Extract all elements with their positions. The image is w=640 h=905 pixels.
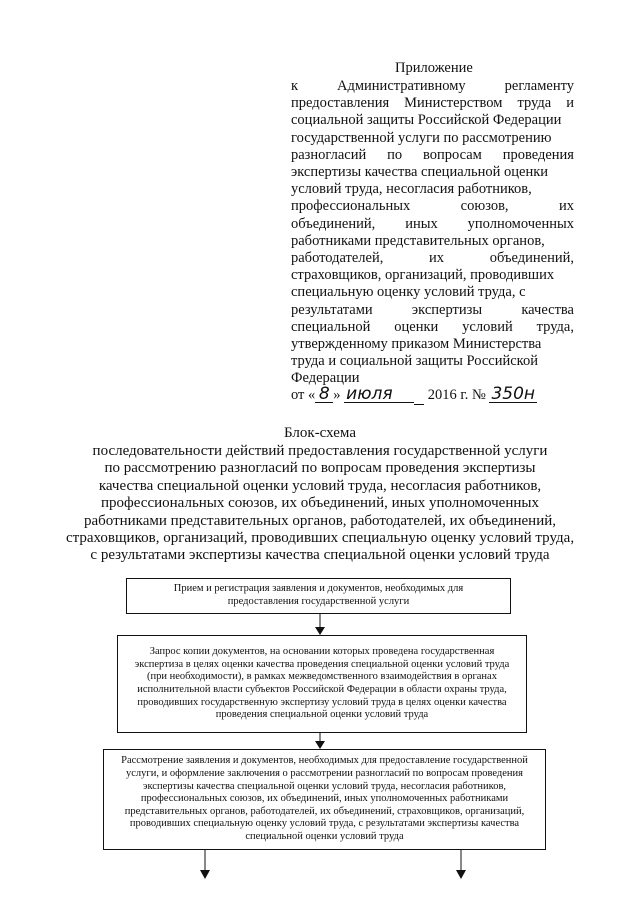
appendix-word: труда и социальной защиты Российской: [291, 353, 538, 370]
appendix-word: и: [566, 95, 574, 112]
appendix-line: [291, 284, 574, 301]
appendix-line: [291, 130, 574, 147]
appendix-word: предоставления: [291, 95, 390, 112]
appendix-word: страховщиков, организаций, проводивших: [291, 267, 555, 284]
flow-box-receipt: [126, 578, 511, 614]
arrow-down-right-icon: [454, 850, 468, 880]
order-number-handwritten: 350н: [491, 384, 535, 404]
appendix-word: Административному: [337, 78, 466, 94]
appendix-word: профессиональных: [291, 198, 411, 215]
appendix-word: труда: [517, 95, 552, 112]
flow-box-line: проводивших специальную оценку условий труда, с результатами экспертизы качества: [129, 818, 520, 830]
appendix-line: [291, 147, 574, 164]
appendix-line: [291, 216, 574, 233]
scheme-subtitle-line: по рассмотрению разногласий по вопросам проведения экспертизы: [104, 460, 536, 477]
appendix-line: [291, 353, 574, 370]
flow-box-line: профессиональных союзов, их объединений, иных уполномоченных работниками: [140, 793, 509, 805]
order-month-handwritten: июля: [344, 386, 414, 403]
order-year: 2016 г. №: [427, 387, 486, 403]
appendix-word: вопросам: [423, 146, 482, 163]
appendix-word: уполномоченных: [467, 215, 574, 232]
appendix-word: к: [291, 78, 299, 94]
flow-box-line: экспертиза в целях оценки качества проведения специальной оценки условий труда: [134, 658, 510, 670]
appendix-word: специальную оценку условий труда, с: [291, 284, 526, 301]
appendix-word: Министерством: [404, 95, 503, 112]
arrow-down-left-icon: [198, 850, 212, 880]
appendix-line: [291, 112, 574, 129]
flow-box-line: предоставления государственной услуги: [227, 596, 410, 607]
appendix-word: экспертизы: [411, 301, 483, 318]
appendix-word: качества: [521, 301, 574, 318]
appendix-word: условий: [462, 318, 513, 335]
appendix-line: [291, 164, 574, 181]
order-line: [291, 385, 537, 405]
scheme-subtitle-line: страховщиков, организаций, проводивших специальную оценку условий труда,: [65, 530, 575, 547]
appendix-word: экспертизы качества специальной оценки: [291, 164, 549, 181]
flow-box-line: Прием и регистрация заявления и документов, необходимых для: [173, 583, 464, 595]
flow-box-line: экспертизы качества специальной оценки условий труда, несогласия работников,: [142, 780, 507, 792]
flow-box-line: специальной оценки условий труда: [245, 830, 404, 842]
appendix-word: регламенту: [504, 78, 574, 94]
appendix-line: [291, 302, 574, 319]
appendix-word: работодателей,: [291, 250, 384, 267]
appendix-word: их: [558, 198, 574, 215]
appendix-word: иных: [405, 215, 438, 232]
flow-box-line: проведения специальной оценки условий труда: [215, 709, 429, 721]
appendix-word: разногласий: [291, 146, 367, 163]
appendix-line: [291, 319, 574, 336]
flow-box-line: (при необходимости), в рамках межведомственного взаимодействия в органах: [147, 671, 497, 683]
scheme-subtitle-line: профессиональных союзов, их объединений, иных уполномоченных: [101, 495, 539, 512]
flow-box-consideration: [103, 749, 546, 850]
appendix-word: по: [387, 146, 403, 163]
flow-box-line: исполнительной власти субъектов Российской Федерации в области охраны труда,: [137, 684, 507, 695]
appendix-word: утвержденному приказом Министерства: [291, 336, 542, 353]
appendix-line: [291, 250, 574, 267]
scheme-title: Блок-схема: [284, 425, 356, 441]
appendix-word: объединений,: [291, 215, 376, 232]
appendix-word: результатами: [291, 301, 373, 318]
flow-box-line: представительных органов, работодателей, их объединений, страховщиков, организаций,: [124, 805, 525, 817]
appendix-word: оценки: [394, 318, 439, 335]
arrow-down-icon: [313, 614, 327, 636]
appendix-word: труда,: [536, 318, 574, 335]
flow-box-line: проводивших государственную экспертизу условий труда в целях оценки качества: [137, 696, 507, 708]
order-prefix: от «: [291, 387, 316, 403]
order-blank-line: [414, 389, 424, 405]
flow-box-line: услуги, и оформление заключения о рассмотрении разногласий по вопросам проведения: [126, 768, 523, 780]
scheme-subtitle-line: качества специальной оценки условий труда, несогласия работников,: [98, 477, 542, 494]
appendix-title: Приложение: [395, 60, 473, 76]
order-day-handwritten: 8: [315, 386, 333, 403]
appendix-word: работниками представительных органов,: [291, 232, 545, 249]
appendix-word: союзов,: [460, 198, 509, 215]
flow-box-line: Рассмотрение заявления и документов, необходимых для предоставление государственной: [121, 755, 528, 767]
appendix-line: [291, 181, 574, 198]
appendix-word: государственной услуги по рассмотрению: [291, 129, 552, 146]
appendix-line: [291, 78, 574, 95]
appendix-word: Федерации: [291, 370, 360, 387]
appendix-body: [291, 78, 574, 388]
appendix-word: их: [429, 250, 445, 267]
appendix-word: проведения: [502, 146, 574, 163]
scheme-subtitle-line: работниками представительных органов, работодателей, их объединений,: [83, 512, 557, 529]
appendix-line: [291, 336, 574, 353]
scheme-subtitle-line: с результатами экспертизы качества специальной оценки условий труда: [90, 547, 550, 564]
appendix-line: [291, 267, 574, 284]
appendix-word: условий труда, несогласия работников,: [291, 181, 532, 198]
scheme-subtitle: [60, 443, 580, 565]
appendix-line: [291, 233, 574, 250]
appendix-word: специальной: [291, 318, 371, 335]
arrow-down-icon: [313, 733, 327, 750]
appendix-line: [291, 95, 574, 112]
appendix-word: социальной защиты Российской Федерации: [291, 112, 562, 129]
scheme-subtitle-line: последовательности действий предоставления государственной услуги: [92, 443, 548, 459]
appendix-line: [291, 198, 574, 215]
order-mid: »: [333, 387, 341, 403]
flow-box-document-request: [117, 635, 527, 733]
appendix-word: объединений,: [489, 250, 574, 267]
flow-box-line: Запрос копии документов, на основании которых проведена государственная: [149, 646, 495, 658]
